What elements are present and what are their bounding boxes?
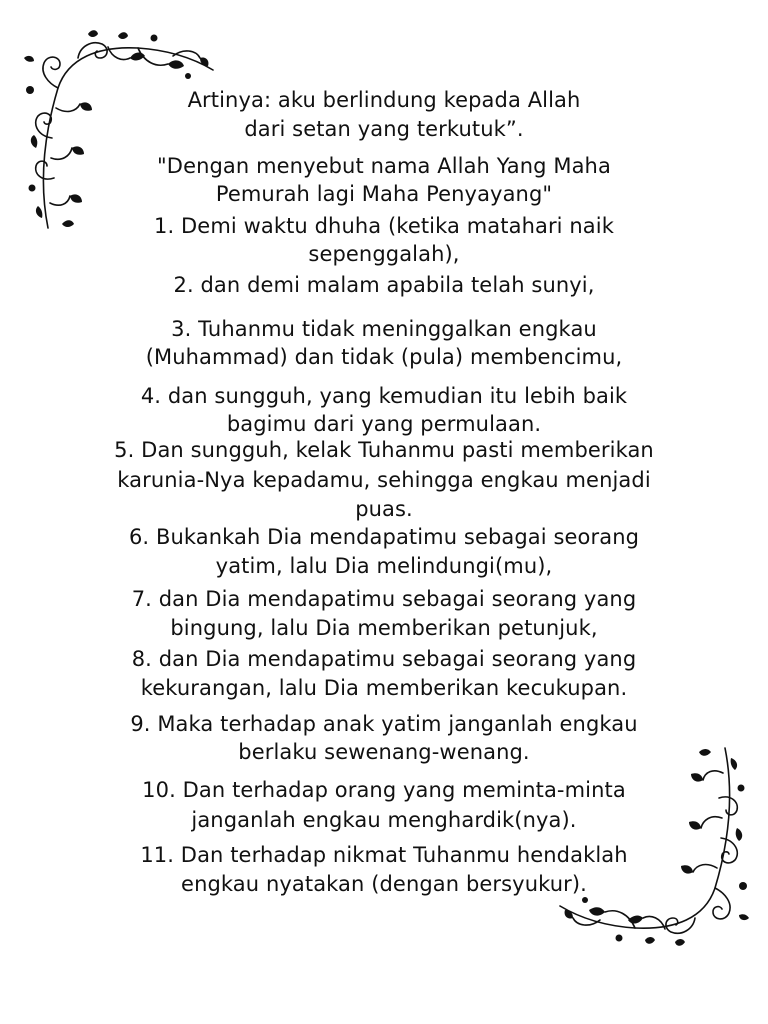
verse-line: (Muhammad) dan tidak (pula) membencimu, [145,345,623,369]
verse-line: janganlah engkau menghardik(nya). [191,808,577,832]
translation-line: dari setan yang terkutuk”. [244,117,524,141]
verse-line: 3. Tuhanmu tidak meninggalkan engkau [171,317,597,341]
verse-line: 7. dan Dia mendapatimu sebagai seorang yang [131,587,637,611]
verse-line: 11. Dan terhadap nikmat Tuhanmu hendaklah [140,843,628,867]
translation-line: Artinya: aku berlindung kepada Allah [187,88,581,112]
verse-line: sepenggalah), [308,242,460,266]
verse-line: karunia-Nya kepadamu, sehingga engkau menjadi [117,468,651,492]
verse-line: 2. dan demi malam apabila telah sunyi, [173,273,595,297]
verse-line: 8. dan Dia mendapatimu sebagai seorang yang [131,647,637,671]
verse-line: engkau nyatakan (dengan bersyukur). [181,872,587,896]
verse-line: 5. Dan sungguh, kelak Tuhanmu pasti memberikan [114,438,654,462]
verse-line: yatim, lalu Dia melindungi(mu), [215,554,553,578]
verse-line: 10. Dan terhadap orang yang meminta-minta [142,778,626,802]
verse-line: bagimu dari yang permulaan. [226,412,542,436]
verse-line: kekurangan, lalu Dia memberikan kecukupan. [140,676,628,700]
verse-line: 1. Demi waktu dhuha (ketika matahari naik [154,214,614,238]
verse-line: puas. [355,497,413,521]
basmalah-line: Pemurah lagi Maha Penyayang" [215,182,553,206]
basmalah-line: "Dengan menyebut nama Allah Yang Maha [157,154,611,178]
verse-line: 6. Bukankah Dia mendapatimu sebagai seorang [128,525,640,549]
verse-line: 4. dan sungguh, yang kemudian itu lebih baik [140,384,628,408]
verse-line: 9. Maka terhadap anak yatim janganlah engkau [130,712,638,736]
verse-line: bingung, lalu Dia memberikan petunjuk, [170,616,598,640]
verse-line: berlaku sewenang-wenang. [238,740,530,764]
